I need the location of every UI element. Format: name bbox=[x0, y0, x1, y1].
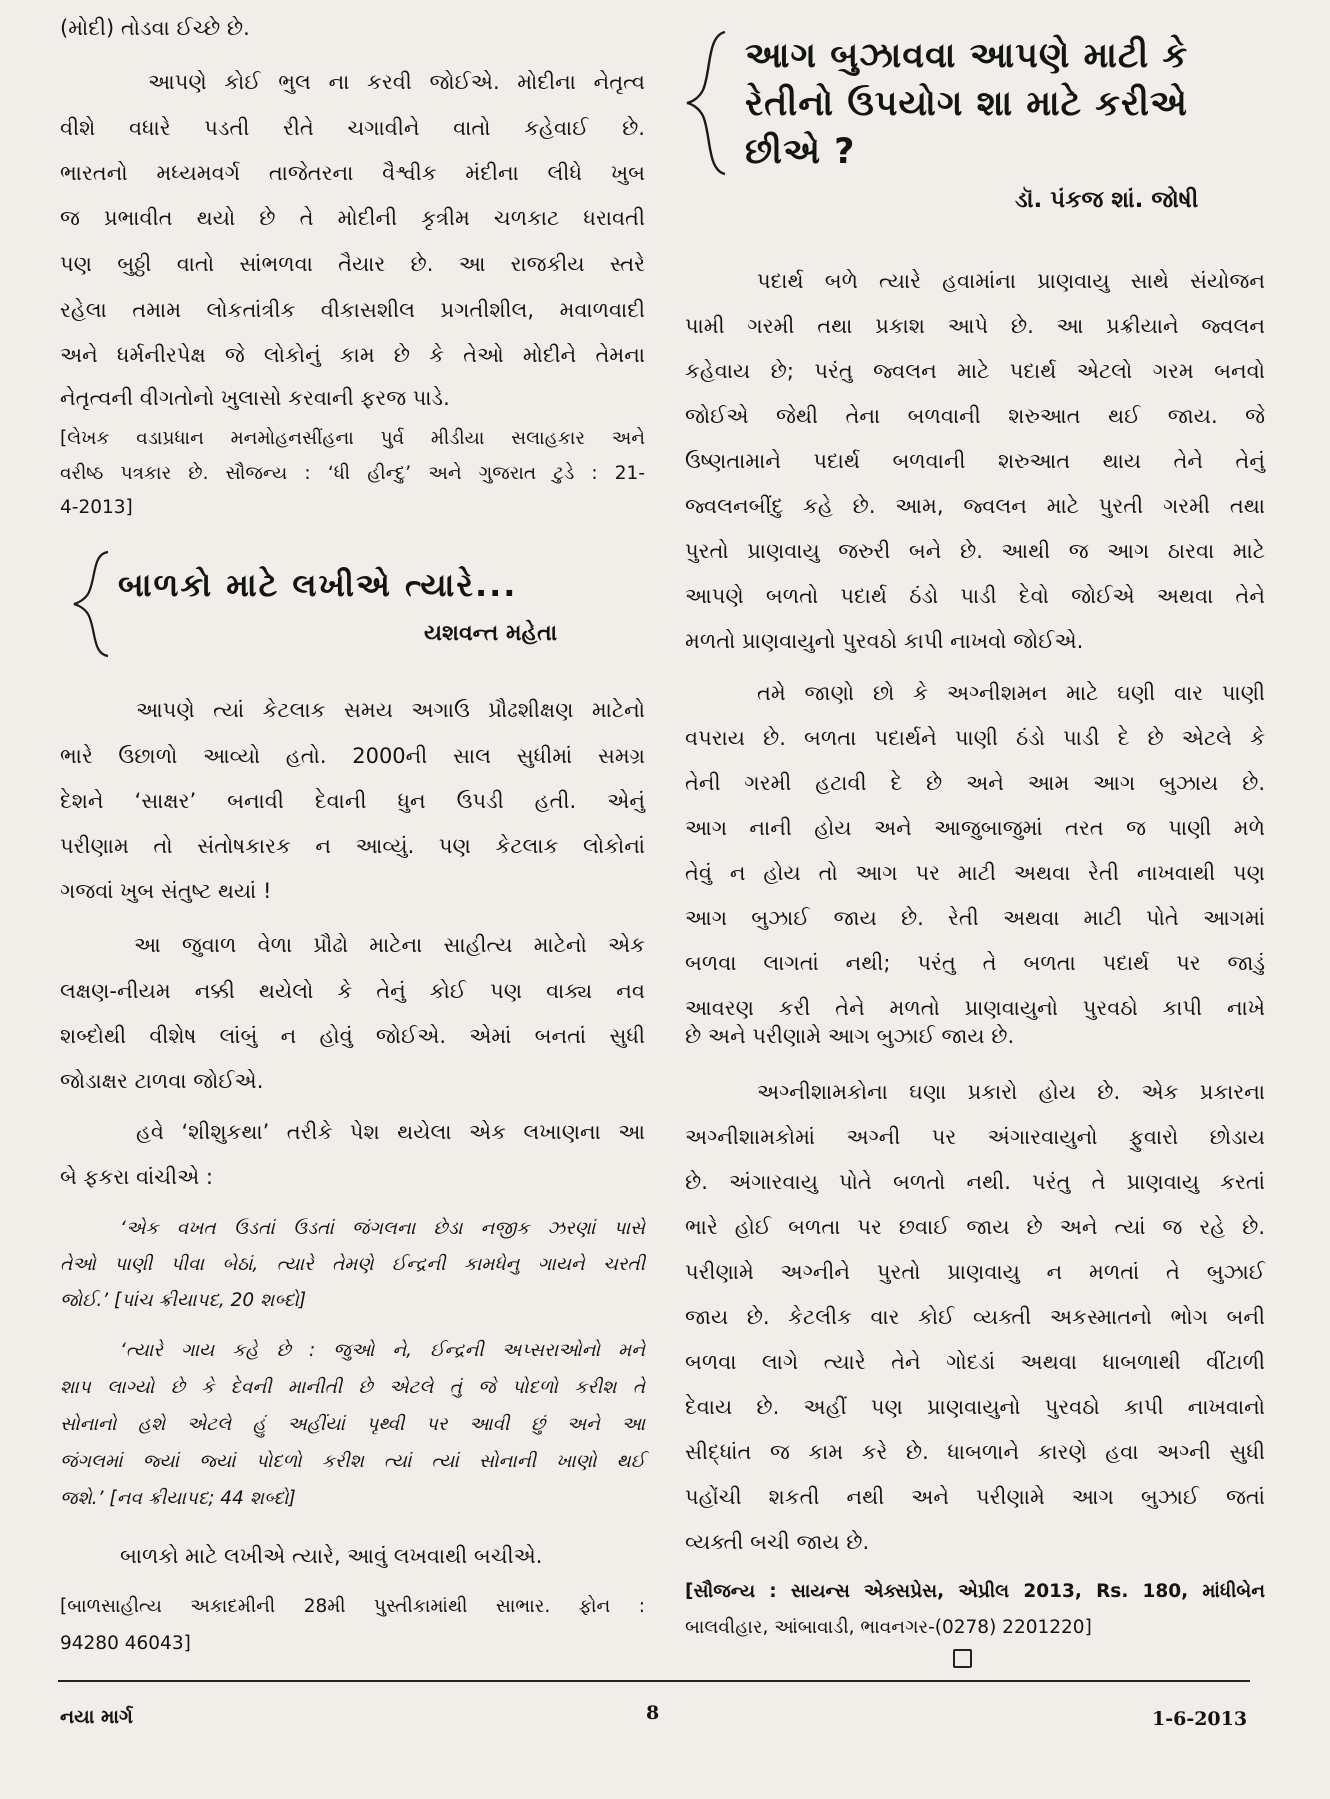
text-line: વીશે વધારે પડતી રીતે ચગાવીને વાતો કહેવાઈ છે. bbox=[60, 116, 645, 140]
text-line: આપણે બળતો પદાર્થ ઠંડો પાડી દેવો જોઈએ અથવા તેને bbox=[685, 584, 1265, 608]
article-author: યશવન્ત મહેતા bbox=[424, 621, 558, 646]
text-line: ગજવાં ખુબ સંતુષ્ટ થયાં ! bbox=[60, 879, 272, 903]
text-line: બળવા લાગતાં નથી; પરંતુ તે બળતા પદાર્થ પર જાડું bbox=[685, 951, 1265, 975]
text-line: વપરાય છે. બળતા પદાર્થને પાણી ઠંડો પાડી દે છે એટલે કે bbox=[685, 726, 1265, 750]
text-line: શબ્દોથી વીશેષ લાંબું ન હોવું જોઈએ. એમાં બનતાં સુધી bbox=[60, 1024, 645, 1048]
quote-line: જંગલમાં જ્યાં જ્યાં પોદળો કરીશ ત્યાં ત્યાં સોનાની ખાણો થઈ bbox=[60, 1451, 645, 1472]
text-line: બાળકો માટે લખીએ ત્યારે, આવું લખવાથી બચીએ. bbox=[120, 1544, 543, 1568]
end-of-article-box-icon bbox=[953, 1649, 972, 1668]
text-line: ભારતનો મધ્યમવર્ગ તાજેતરના વૈશ્વીક મંદીના લીધે ખુબ bbox=[60, 161, 645, 185]
text-line: બે ફકરા વાંચીએ : bbox=[60, 1165, 213, 1189]
text-line: નેતૃત્વની વીગતોનો ખુલાસો કરવાની ફરજ પાડે. bbox=[60, 386, 450, 410]
text-line: પહોંચી શકતી નથી અને પરીણામે આગ બુઝાઈ જતાં bbox=[685, 1485, 1265, 1509]
quote-line: જશે.’ [નવ ક્રીયાપદ; 44 શબ્દો] bbox=[60, 1488, 296, 1509]
page-number: 8 bbox=[646, 1702, 660, 1724]
note-line: બાલવીહાર, આંબાવાડી, ભાવનગર-(0278) 2201220] bbox=[685, 1617, 1092, 1638]
text-line: દેવાય છે. અહીં પણ પ્રાણવાયુનો પુરવઠો કાપી નાખવાનો bbox=[685, 1395, 1265, 1419]
article-title-line: છીએ ? bbox=[745, 132, 856, 172]
note-line: [બાળસાહીત્ય અકાદમીની 28મી પુસ્તીકામાંથી સાભાર. ફોન : bbox=[60, 1596, 645, 1617]
text-line: વ્યક્તી બચી જાય છે. bbox=[685, 1530, 870, 1554]
text-line: દેશને ‘સાક્ષર’ બનાવી દેવાની ધુન ઉપડી હતી. એનું bbox=[60, 789, 645, 813]
text-line: આગ બુઝાઈ જાય છે. રેતી અથવા માટી પોતે આગમાં bbox=[685, 906, 1265, 930]
quote-line: જોઈ.’ [પાંચ ક્રીયાપદ, 20 શબ્દો] bbox=[60, 1290, 307, 1311]
text-line: અગ્નીશામકોના ઘણા પ્રકારો હોય છે. એક પ્રકારના bbox=[757, 1080, 1265, 1104]
text-line: આપણે કોઈ ભુલ ના કરવી જોઈએ. મોદીના નેતૃત્વ bbox=[148, 70, 645, 94]
curly-brace-ornament bbox=[685, 28, 729, 178]
quote-line: તેઓ પાણી પીવા બેઠાં, ત્યારે તેમણે ઈન્દ્રની કામધેનુ ગાયને ચરતી bbox=[60, 1254, 645, 1275]
text-line: તેની ગરમી હટાવી દે છે અને આમ આગ બુઝાય છે. bbox=[685, 771, 1265, 795]
text-line: પદાર્થ બળે ત્યારે હવામાંના પ્રાણવાયુ સાથે સંયોજન bbox=[757, 269, 1265, 293]
text-line: જોઈએ જેથી તેના બળવાની શરુઆત થઈ જાય. જે bbox=[685, 404, 1265, 428]
text-line: ઉષ્ણતામાને પદાર્થ બળવાની શરુઆત થાય તેને તેનું bbox=[685, 449, 1265, 473]
text-line: તમે જાણો છો કે અગ્નીશમન માટે ઘણી વાર પાણી bbox=[757, 681, 1265, 705]
quote-line: શાપ લાગ્યો છે કે દેવની માનીતી છે એટલે તું જે પોદળો કરીશ તે bbox=[60, 1377, 645, 1398]
text-line: પામી ગરમી તથા પ્રકાશ આપે છે. આ પ્રક્રીયાને જ્વલન bbox=[685, 314, 1265, 338]
article-title-line: રેતીનો ઉપયોગ શા માટે કરીએ bbox=[745, 84, 1188, 124]
text-line: ભારે હોઈ બળતા પર છવાઈ જાય છે અને ત્યાં જ રહે છે. bbox=[685, 1215, 1265, 1239]
text-line: આ જુવાળ વેળા પ્રૌઢો માટેના સાહીત્ય માટેનો એક bbox=[134, 933, 645, 957]
text-line: કહેવાય છે; પરંતુ જ્વલન માટે પદાર્થ એટલો ગરમ બનવો bbox=[685, 359, 1265, 383]
text-line: અગ્નીશામકોમાં અગ્ની પર અંગારવાયુનો ફુવારો છોડાય bbox=[685, 1125, 1265, 1149]
text-line: રહેલા તમામ લોકતાંત્રીક વીકાસશીલ પ્રગતીશીલ, મવાળવાદી bbox=[60, 298, 645, 322]
text-line: હવે ‘શીશુકથા’ તરીકે પેશ થયેલા એક લખાણના આ bbox=[136, 1120, 645, 1144]
text-line: લક્ષણ-નીયમ નક્કી થયેલો કે તેનું કોઈ પણ વાક્ય નવ bbox=[60, 979, 645, 1003]
text-line: જોડાક્ષર ટાળવા જોઈએ. bbox=[60, 1069, 264, 1093]
text-line: છે અને પરીણામે આગ બુઝાઈ જાય છે. bbox=[685, 1024, 1015, 1048]
text-line: મળતો પ્રાણવાયુનો પુરવઠો કાપી નાખવો જોઈએ. bbox=[685, 629, 1084, 653]
quote-line: સોનાનો હશે એટલે હું અહીંયાં પૃથ્વી પર આવી છું અને આ bbox=[60, 1414, 645, 1435]
curly-brace-ornament bbox=[72, 548, 112, 660]
article-author: ડૉ. પંકજ શાં. જોષી bbox=[1015, 187, 1199, 213]
issue-date: 1-6-2013 bbox=[1152, 1708, 1248, 1730]
article-title: બાળકો માટે લખીએ ત્યારે... bbox=[118, 566, 518, 604]
text-line: જ્વલનબીંદુ કહે છે. આમ, જ્વલન માટે પુરતી ગરમી તથા bbox=[685, 494, 1265, 518]
note-line: [સૌજન્ય : સાયન્સ એક્સપ્રેસ, એપ્રીલ 2013, Rs. 180, માંધીબેન bbox=[685, 1581, 1265, 1602]
text-line: પરીણામ તો સંતોષકારક ન આવ્યું. પણ કેટલાક લોકોનાં bbox=[60, 834, 645, 858]
text-line: આપણે ત્યાં કેટલાક સમય અગાઉ પ્રૌઢશીક્ષણ માટેનો bbox=[136, 698, 645, 722]
text-line: ભારે ઉછાળો આવ્યો હતો. 2000ની સાલ સુધીમાં સમગ્ર bbox=[60, 744, 645, 768]
text-line: સીદ્ધાંત જ કામ કરે છે. ધાબળાને કારણે હવા અગ્ની સુધી bbox=[685, 1440, 1265, 1464]
text-line: છે. અંગારવાયુ પોતે બળતો નથી. પરંતુ તે પ્રાણવાયુ કરતાં bbox=[685, 1170, 1265, 1194]
note-line: 94280 46043] bbox=[60, 1633, 191, 1654]
text-line: તેવું ન હોય તો આગ પર માટી અથવા રેતી નાખવાથી પણ bbox=[685, 861, 1265, 885]
text-line: જ પ્રભાવીત થયો છે તે મોદીની કૃત્રીમ ચળકાટ ધરાવતી bbox=[60, 206, 645, 230]
text-line: અને ધર્મનીરપેક્ષ જે લોકોનું કામ છે કે તેઓ મોદીને તેમના bbox=[60, 343, 645, 367]
article-title-line: આગ બુઝાવવા આપણે માટી કે bbox=[745, 36, 1189, 76]
text-line: આવરણ કરી તેને મળતો પ્રાણવાયુનો પુરવઠો કાપી નાખે bbox=[685, 996, 1265, 1020]
footer-rule bbox=[58, 1680, 1250, 1682]
text-line: પુરતો પ્રાણવાયુ જરુરી બને છે. આથી જ આગ ઠારવા માટે bbox=[685, 539, 1265, 563]
note-line: [લેખક વડાપ્રધાન મનમોહનસીંહના પુર્વ મીડીયા સલાહકાર અને bbox=[60, 428, 645, 449]
quote-line: ‘એક વખત ઉડતાં ઉડતાં જંગલના છેડા નજીક ઝરણાં પાસે bbox=[120, 1218, 645, 1239]
note-line: વરીષ્ઠ પત્રકાર છે. સૌજન્ય : ‘ધી હીન્દુ’ અને ગુજરાત ટુડે : 21- bbox=[60, 463, 645, 484]
text-line: પરીણામે અગ્નીને પુરતો પ્રાણવાયુ ન મળતાં તે બુઝાઈ bbox=[685, 1260, 1265, 1284]
text-line: પણ બુઠ્ઠી વાતો સાંભળવા તૈયાર છે. આ રાજકીય સ્તરે bbox=[60, 252, 645, 276]
text-line: (મોદી) તોડવા ઈચ્છે છે. bbox=[60, 16, 250, 40]
text-line: આગ નાની હોય અને આજુબાજુમાં તરત જ પાણી મળે bbox=[685, 816, 1265, 840]
text-line: જાય છે. કેટલીક વાર કોઈ વ્યક્તી અકસ્માતનો ભોગ બની bbox=[685, 1305, 1265, 1329]
text-line: બળવા લાગે ત્યારે તેને ગોદડાં અથવા ધાબળાથી વીંટાળી bbox=[685, 1350, 1265, 1374]
quote-line: ‘ત્યારે ગાય કહે છે : જુઓ ને, ઈન્દ્રની અપ્સરાઓનો મને bbox=[120, 1340, 645, 1361]
note-line: 4-2013] bbox=[60, 497, 133, 518]
magazine-name: નયા માર્ગ bbox=[60, 1706, 133, 1728]
